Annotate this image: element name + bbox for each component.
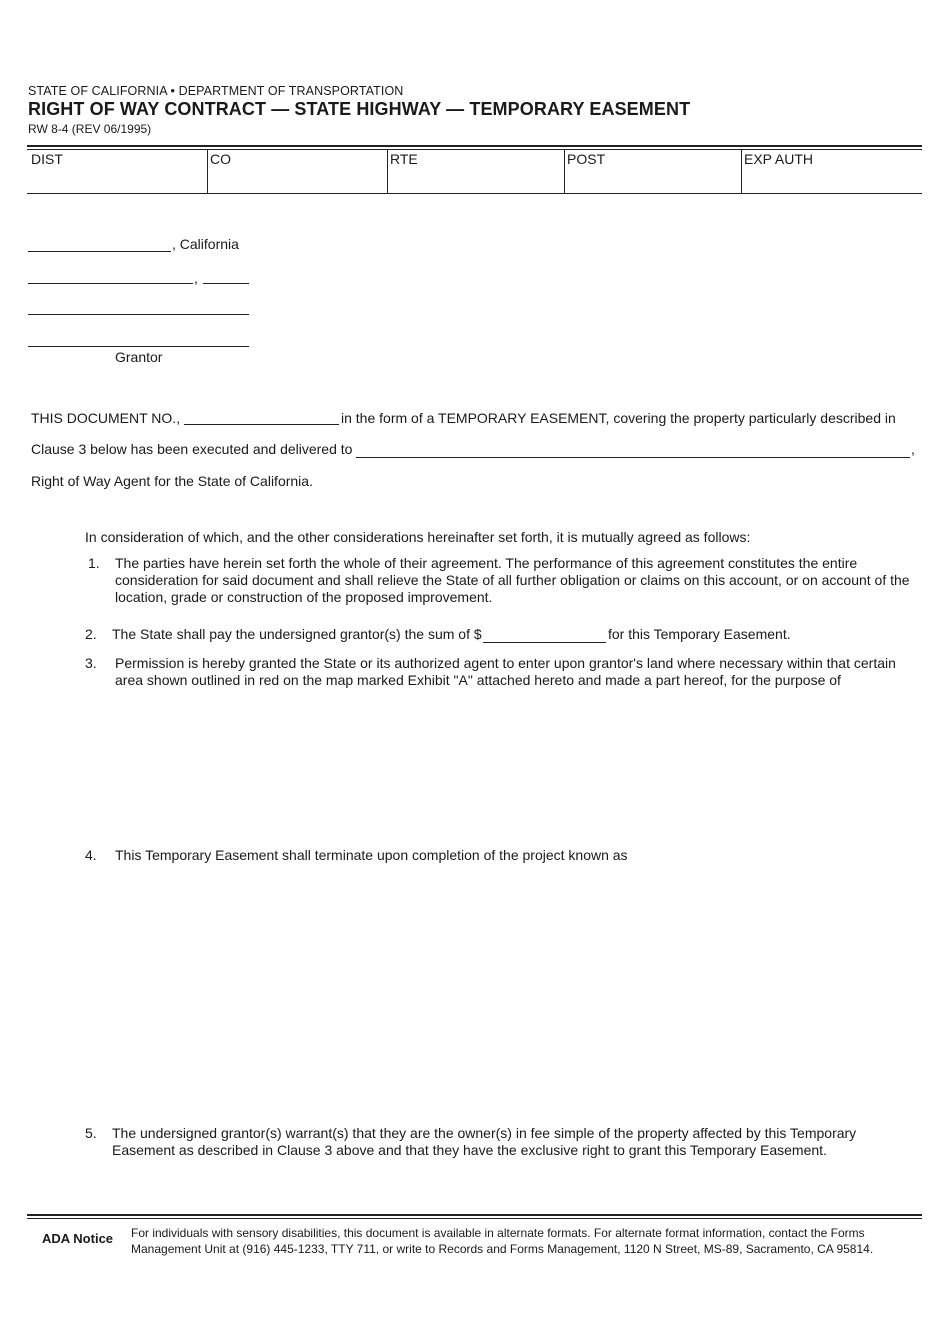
- clause-2-prefix: The State shall pay the undersigned grantor(s) the sum of $: [112, 626, 482, 642]
- ada-notice-text: [131, 1225, 921, 1257]
- dist-label: DIST: [31, 151, 63, 167]
- agent-name-field[interactable]: [356, 457, 910, 458]
- agent-line: Right of Way Agent for the State of California.: [31, 473, 313, 489]
- clause-5-text: [112, 1125, 912, 1159]
- payment-amount-field[interactable]: [483, 642, 606, 643]
- clause-5-line-1: The undersigned grantor(s) warrant(s) that they are the owner(s) in fee simple of the property affected by this Temporary: [112, 1125, 857, 1141]
- ada-notice-label: ADA Notice: [42, 1231, 114, 1246]
- clause-5-number: 5.: [85, 1125, 97, 1141]
- purpose-field[interactable]: [115, 692, 915, 832]
- grantor-field-2[interactable]: [28, 346, 249, 347]
- clause-1-text: [115, 555, 915, 606]
- dist-field[interactable]: [31, 151, 63, 167]
- post-field[interactable]: [567, 151, 605, 167]
- header-table-top-rule-thin: [27, 149, 922, 150]
- footer-rule-thin: [27, 1218, 922, 1219]
- clause-1-line-1: The parties have herein set forth the whole of their agreement. The performance of this agreement constitutes the entire: [115, 555, 858, 571]
- header-table-divider: [207, 150, 208, 193]
- clause-1-number: 1.: [88, 555, 100, 571]
- clause-1-line-3: location, grade or construction of the proposed improvement.: [115, 589, 493, 605]
- project-description-field[interactable]: [115, 870, 915, 1110]
- header-table-divider: [387, 150, 388, 193]
- co-field[interactable]: [210, 151, 231, 167]
- california-label: , California: [172, 236, 239, 252]
- form-number: RW 8-4 (REV 06/1995): [28, 122, 152, 136]
- clause-1-line-2: consideration for said document and shall relieve the State of all further obligation or claims on this account, or on account of the: [115, 572, 910, 588]
- clause-4-number: 4.: [85, 847, 97, 863]
- exp-auth-label: EXP AUTH: [744, 151, 813, 167]
- year-field[interactable]: [203, 283, 249, 284]
- grantor-field-1[interactable]: [28, 314, 249, 315]
- ada-notice-line-1: For individuals with sensory disabilities, this document is available in alternate formats. For alternate format information, contact the Forms: [131, 1226, 865, 1240]
- rte-field[interactable]: [390, 151, 418, 167]
- clause-2-number: 2.: [85, 626, 97, 642]
- clause-3-number: 3.: [85, 655, 97, 671]
- clause-3-text: [115, 655, 915, 689]
- clause-4-text: This Temporary Easement shall terminate upon completion of the project known as: [115, 847, 628, 863]
- clause-3-line-1: Permission is hereby granted the State or its authorized agent to enter upon grantor's land where necessary within that certain: [115, 655, 896, 671]
- agency-name: STATE OF CALIFORNIA • DEPARTMENT OF TRANSPORTATION: [28, 84, 404, 98]
- date-comma: ,: [194, 270, 198, 286]
- clause-2-suffix: for this Temporary Easement.: [608, 626, 791, 642]
- city-field[interactable]: [28, 251, 171, 252]
- clause-3-line-2: area shown outlined in red on the map marked Exhibit "A" attached hereto and made a part hereof, for the purpose of: [115, 672, 841, 688]
- delivered-to-prefix: Clause 3 below has been executed and delivered to: [31, 441, 353, 457]
- rte-label: RTE: [390, 151, 418, 167]
- ada-notice-line-2: Management Unit at (916) 445-1233, TTY 711, or write to Records and Forms Management, 1120 N Street, MS-89, Sacramento, CA 95814.: [131, 1242, 874, 1256]
- header-table-divider: [741, 150, 742, 193]
- date-field[interactable]: [28, 283, 193, 284]
- consideration-text: In consideration of which, and the other considerations hereinafter set forth, it is mutually agreed as follows:: [85, 529, 751, 545]
- clause-5-line-2: Easement as described in Clause 3 above and that they have the exclusive right to grant this Temporary Easement.: [112, 1142, 827, 1158]
- exp-auth-field[interactable]: [744, 151, 813, 167]
- header-table-divider: [564, 150, 565, 193]
- post-label: POST: [567, 151, 606, 167]
- header-table-top-rule: [27, 145, 922, 147]
- header-table-bottom-rule: [27, 193, 922, 194]
- document-no-suffix: in the form of a TEMPORARY EASEMENT, covering the property particularly described in: [341, 410, 896, 426]
- form-title: RIGHT OF WAY CONTRACT — STATE HIGHWAY — TEMPORARY EASEMENT: [28, 99, 691, 119]
- document-no-field[interactable]: [184, 424, 339, 425]
- grantor-label: Grantor: [115, 349, 163, 365]
- document-no-prefix: THIS DOCUMENT NO.,: [31, 410, 181, 426]
- footer-rule: [27, 1214, 922, 1216]
- delivered-to-comma: ,: [911, 441, 915, 457]
- co-label: CO: [210, 151, 231, 167]
